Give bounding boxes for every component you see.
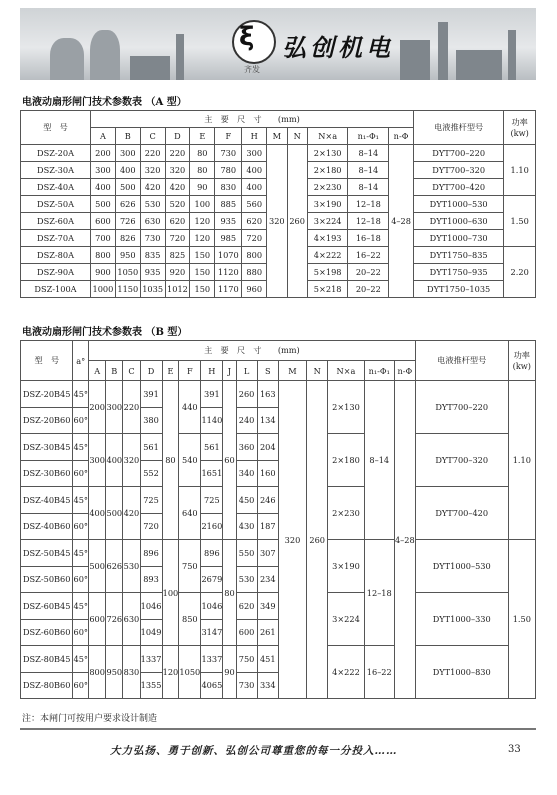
angle-cell: 45° bbox=[73, 381, 89, 408]
h-cell: 896 bbox=[201, 540, 223, 567]
angle-cell: 60° bbox=[73, 407, 89, 434]
actuator-cell: DYT1000–530 bbox=[413, 196, 503, 213]
l-cell: 430 bbox=[236, 513, 257, 540]
cell: 90 bbox=[190, 179, 215, 196]
table-row bbox=[21, 381, 536, 408]
j-cell: 60 bbox=[223, 381, 236, 540]
cell: 400 bbox=[242, 162, 267, 179]
cell: 1000 bbox=[91, 281, 116, 298]
footnote: 注：本闸门可按用户要求设计制造 bbox=[22, 714, 158, 724]
n1phi1-cell: 8–14 bbox=[348, 162, 389, 179]
n1phi1-cell: 8–14 bbox=[348, 145, 389, 162]
n1phi1-cell: 16–18 bbox=[348, 230, 389, 247]
power-cell: 1.10 bbox=[504, 145, 536, 196]
power-cell: 2.20 bbox=[504, 247, 536, 298]
actuator-cell: DYT1000–530 bbox=[415, 540, 508, 593]
nxa-cell: 2×180 bbox=[307, 162, 348, 179]
col-header: H bbox=[201, 361, 223, 381]
cell: 500 bbox=[106, 487, 123, 540]
model-cell: DSZ-20B45 bbox=[21, 381, 73, 408]
cell: 726 bbox=[106, 593, 123, 646]
d-cell: 896 bbox=[140, 540, 162, 567]
col-header: D bbox=[165, 128, 190, 145]
cell: 500 bbox=[89, 540, 106, 593]
model-cell: DSZ-50B60 bbox=[21, 566, 73, 593]
cell: 530 bbox=[123, 540, 140, 593]
actuator-cell: DYT700–420 bbox=[415, 487, 508, 540]
h-cell: 2160 bbox=[201, 513, 223, 540]
actuator-cell: DYT700–320 bbox=[413, 162, 503, 179]
col-header: C bbox=[123, 361, 140, 381]
model-cell: DSZ-80A bbox=[21, 247, 91, 264]
d-cell: 391 bbox=[140, 381, 162, 408]
nxa-cell: 4×222 bbox=[307, 247, 348, 264]
l-cell: 450 bbox=[236, 487, 257, 514]
n1phi1-cell: 8–14 bbox=[364, 381, 394, 540]
nxa-cell: 2×230 bbox=[328, 487, 364, 540]
col-header: E bbox=[162, 361, 179, 381]
h-cell: 725 bbox=[201, 487, 223, 514]
cell: 885 bbox=[215, 196, 242, 213]
header-model: 型 号 bbox=[21, 111, 91, 145]
col-header: n₁-Φ₁ bbox=[364, 361, 394, 381]
l-cell: 550 bbox=[236, 540, 257, 567]
cell: 825 bbox=[165, 247, 190, 264]
model-cell: DSZ-40A bbox=[21, 179, 91, 196]
cell: 200 bbox=[89, 381, 106, 434]
cell: 630 bbox=[123, 593, 140, 646]
f-cell: 1050 bbox=[179, 646, 201, 699]
h-cell: 3147 bbox=[201, 619, 223, 646]
n1phi1-cell: 12–18 bbox=[364, 540, 394, 646]
f-cell: 750 bbox=[179, 540, 201, 593]
nxa-cell: 3×190 bbox=[307, 196, 348, 213]
actuator-cell: DYT700–420 bbox=[413, 179, 503, 196]
angle-cell: 60° bbox=[73, 566, 89, 593]
cell: 830 bbox=[215, 179, 242, 196]
f-cell: 540 bbox=[179, 434, 201, 487]
nphi-cell: 4–28 bbox=[394, 381, 415, 699]
model-cell: DSZ-50A bbox=[21, 196, 91, 213]
nxa-cell: 3×190 bbox=[328, 540, 364, 593]
cell: 920 bbox=[165, 264, 190, 281]
power-cell: 1.50 bbox=[508, 540, 535, 699]
angle-cell: 45° bbox=[73, 593, 89, 620]
f-cell: 850 bbox=[179, 593, 201, 646]
cell: 220 bbox=[123, 381, 140, 434]
d-cell: 720 bbox=[140, 513, 162, 540]
cell: 400 bbox=[242, 179, 267, 196]
col-header: F bbox=[179, 361, 201, 381]
table-a-title: 电液动扇形闸门技术参数表 （A 型） bbox=[22, 97, 187, 108]
col-header: N bbox=[307, 361, 328, 381]
h-cell: 1046 bbox=[201, 593, 223, 620]
header-dims: 主 要 尺 寸 (mm) bbox=[89, 341, 416, 361]
actuator-cell: DYT700–220 bbox=[413, 145, 503, 162]
f-cell: 440 bbox=[179, 381, 201, 434]
cell: 830 bbox=[123, 646, 140, 699]
m-cell: 320 bbox=[267, 145, 287, 298]
cell: 935 bbox=[140, 264, 165, 281]
table-row bbox=[21, 145, 536, 162]
actuator-cell: DYT1750–835 bbox=[413, 247, 503, 264]
d-cell: 552 bbox=[140, 460, 162, 487]
logo-sub: 齐发 bbox=[244, 65, 260, 74]
n1phi1-cell: 16–22 bbox=[364, 646, 394, 699]
s-cell: 234 bbox=[257, 566, 278, 593]
header-actuator: 电液推杆型号 bbox=[413, 111, 503, 145]
table-row bbox=[21, 540, 536, 567]
s-cell: 451 bbox=[257, 646, 278, 673]
cell: 1150 bbox=[115, 281, 140, 298]
col-header: n₁-Φ₁ bbox=[348, 128, 389, 145]
model-cell: DSZ-100A bbox=[21, 281, 91, 298]
page-number: 33 bbox=[508, 744, 521, 755]
cell: 320 bbox=[140, 162, 165, 179]
cell: 600 bbox=[91, 213, 116, 230]
table-row bbox=[21, 646, 536, 673]
l-cell: 240 bbox=[236, 407, 257, 434]
l-cell: 730 bbox=[236, 672, 257, 699]
s-cell: 349 bbox=[257, 593, 278, 620]
brand-name: 弘创机电 bbox=[282, 34, 394, 62]
n-cell: 260 bbox=[287, 145, 307, 298]
d-cell: 1049 bbox=[140, 619, 162, 646]
angle-cell: 60° bbox=[73, 513, 89, 540]
col-header: B bbox=[106, 361, 123, 381]
model-cell: DSZ-40B60 bbox=[21, 513, 73, 540]
cell: 985 bbox=[215, 230, 242, 247]
nxa-cell: 2×130 bbox=[307, 145, 348, 162]
angle-cell: 45° bbox=[73, 434, 89, 461]
nphi-cell: 4–28 bbox=[389, 145, 414, 298]
model-cell: DSZ-70A bbox=[21, 230, 91, 247]
s-cell: 134 bbox=[257, 407, 278, 434]
d-cell: 561 bbox=[140, 434, 162, 461]
h-cell: 1140 bbox=[201, 407, 223, 434]
cell: 220 bbox=[165, 145, 190, 162]
cell: 500 bbox=[115, 179, 140, 196]
cell: 780 bbox=[215, 162, 242, 179]
e-cell: 100 bbox=[162, 540, 179, 646]
cell: 826 bbox=[115, 230, 140, 247]
n1phi1-cell: 12–18 bbox=[348, 213, 389, 230]
table-b bbox=[20, 340, 536, 699]
col-header: C bbox=[140, 128, 165, 145]
j-cell: 80 bbox=[223, 540, 236, 646]
cell: 420 bbox=[123, 487, 140, 540]
header-actuator: 电液推杆型号 bbox=[415, 341, 508, 381]
cell: 835 bbox=[140, 247, 165, 264]
l-cell: 530 bbox=[236, 566, 257, 593]
nxa-cell: 3×224 bbox=[307, 213, 348, 230]
e-cell: 120 bbox=[162, 646, 179, 699]
col-header: n-Φ bbox=[389, 128, 414, 145]
n1phi1-cell: 20–22 bbox=[348, 281, 389, 298]
angle-cell: 45° bbox=[73, 646, 89, 673]
f-cell: 640 bbox=[179, 487, 201, 540]
cell: 150 bbox=[190, 264, 215, 281]
col-header: L bbox=[236, 361, 257, 381]
power-cell: 1.50 bbox=[504, 196, 536, 247]
col-header: H bbox=[242, 128, 267, 145]
actuator-cell: DYT1000–330 bbox=[415, 593, 508, 646]
l-cell: 620 bbox=[236, 593, 257, 620]
cell: 320 bbox=[165, 162, 190, 179]
header-banner bbox=[20, 8, 536, 80]
actuator-cell: DYT700–220 bbox=[415, 381, 508, 434]
model-cell: DSZ-80B60 bbox=[21, 672, 73, 699]
h-cell: 561 bbox=[201, 434, 223, 461]
cell: 620 bbox=[165, 213, 190, 230]
cell: 1012 bbox=[165, 281, 190, 298]
angle-cell: 60° bbox=[73, 619, 89, 646]
col-header: N×a bbox=[328, 361, 364, 381]
e-cell: 80 bbox=[162, 381, 179, 540]
j-cell: 90 bbox=[223, 646, 236, 699]
cell: 400 bbox=[115, 162, 140, 179]
angle-cell: 60° bbox=[73, 672, 89, 699]
cell: 220 bbox=[140, 145, 165, 162]
cell: 1170 bbox=[215, 281, 242, 298]
cell: 1120 bbox=[215, 264, 242, 281]
cell: 80 bbox=[190, 145, 215, 162]
actuator-cell: DYT1000–830 bbox=[415, 646, 508, 699]
model-cell: DSZ-60B60 bbox=[21, 619, 73, 646]
footer-rule bbox=[20, 728, 536, 730]
model-cell: DSZ-60A bbox=[21, 213, 91, 230]
n1phi1-cell: 20–22 bbox=[348, 264, 389, 281]
cell: 700 bbox=[91, 230, 116, 247]
angle-cell: 45° bbox=[73, 487, 89, 514]
cell: 1050 bbox=[115, 264, 140, 281]
s-cell: 160 bbox=[257, 460, 278, 487]
n1phi1-cell: 12–18 bbox=[348, 196, 389, 213]
col-header: F bbox=[215, 128, 242, 145]
cell: 150 bbox=[190, 281, 215, 298]
model-cell: DSZ-80B45 bbox=[21, 646, 73, 673]
header-power: 功率 (kw) bbox=[504, 111, 536, 145]
col-header: E bbox=[190, 128, 215, 145]
cell: 620 bbox=[242, 213, 267, 230]
nxa-cell: 2×230 bbox=[307, 179, 348, 196]
cell: 935 bbox=[215, 213, 242, 230]
cell: 800 bbox=[91, 247, 116, 264]
cell: 200 bbox=[91, 145, 116, 162]
col-header: N bbox=[287, 128, 307, 145]
cell: 1035 bbox=[140, 281, 165, 298]
cell: 960 bbox=[242, 281, 267, 298]
model-cell: DSZ-40B45 bbox=[21, 487, 73, 514]
table-row bbox=[21, 487, 536, 514]
d-cell: 1355 bbox=[140, 672, 162, 699]
s-cell: 246 bbox=[257, 487, 278, 514]
table-a bbox=[20, 110, 536, 298]
header-angle: a° bbox=[73, 341, 89, 381]
d-cell: 1046 bbox=[140, 593, 162, 620]
model-cell: DSZ-20B60 bbox=[21, 407, 73, 434]
cell: 300 bbox=[89, 434, 106, 487]
cell: 950 bbox=[115, 247, 140, 264]
col-header: J bbox=[223, 361, 236, 381]
cell: 100 bbox=[190, 196, 215, 213]
n1phi1-cell: 8–14 bbox=[348, 179, 389, 196]
nxa-cell: 2×130 bbox=[328, 381, 364, 434]
col-header: A bbox=[89, 361, 106, 381]
col-header: S bbox=[257, 361, 278, 381]
cell: 560 bbox=[242, 196, 267, 213]
s-cell: 307 bbox=[257, 540, 278, 567]
cell: 420 bbox=[140, 179, 165, 196]
cell: 420 bbox=[165, 179, 190, 196]
l-cell: 340 bbox=[236, 460, 257, 487]
cell: 320 bbox=[123, 434, 140, 487]
header-model: 型 号 bbox=[21, 341, 73, 381]
cell: 730 bbox=[140, 230, 165, 247]
d-cell: 725 bbox=[140, 487, 162, 514]
model-cell: DSZ-30B45 bbox=[21, 434, 73, 461]
m-cell: 320 bbox=[278, 381, 306, 699]
table-row bbox=[21, 593, 536, 620]
cell: 630 bbox=[140, 213, 165, 230]
table-row bbox=[21, 434, 536, 461]
nxa-cell: 5×218 bbox=[307, 281, 348, 298]
col-header: M bbox=[267, 128, 287, 145]
cell: 300 bbox=[115, 145, 140, 162]
l-cell: 360 bbox=[236, 434, 257, 461]
cell: 80 bbox=[190, 162, 215, 179]
cell: 880 bbox=[242, 264, 267, 281]
h-cell: 2679 bbox=[201, 566, 223, 593]
cell: 150 bbox=[190, 247, 215, 264]
s-cell: 163 bbox=[257, 381, 278, 408]
cell: 600 bbox=[89, 593, 106, 646]
l-cell: 600 bbox=[236, 619, 257, 646]
cell: 530 bbox=[140, 196, 165, 213]
cell: 726 bbox=[115, 213, 140, 230]
l-cell: 260 bbox=[236, 381, 257, 408]
nxa-cell: 2×180 bbox=[328, 434, 364, 487]
header-dims: 主 要 尺 寸 (mm) bbox=[91, 111, 414, 128]
nxa-cell: 4×222 bbox=[328, 646, 364, 699]
cell: 120 bbox=[190, 230, 215, 247]
d-cell: 380 bbox=[140, 407, 162, 434]
actuator-cell: DYT700–320 bbox=[415, 434, 508, 487]
h-cell: 391 bbox=[201, 381, 223, 408]
power-cell: 1.10 bbox=[508, 381, 535, 540]
cell: 520 bbox=[165, 196, 190, 213]
d-cell: 1337 bbox=[140, 646, 162, 673]
n-cell: 260 bbox=[307, 381, 328, 699]
angle-cell: 60° bbox=[73, 460, 89, 487]
cell: 500 bbox=[91, 196, 116, 213]
nxa-cell: 4×193 bbox=[307, 230, 348, 247]
model-cell: DSZ-50B45 bbox=[21, 540, 73, 567]
cell: 300 bbox=[91, 162, 116, 179]
cell: 900 bbox=[91, 264, 116, 281]
h-cell: 1337 bbox=[201, 646, 223, 673]
cell: 400 bbox=[91, 179, 116, 196]
col-header: N×a bbox=[307, 128, 348, 145]
cell: 626 bbox=[115, 196, 140, 213]
h-cell: 1651 bbox=[201, 460, 223, 487]
header-power: 功率 (kw) bbox=[508, 341, 535, 381]
cell: 720 bbox=[165, 230, 190, 247]
model-cell: DSZ-90A bbox=[21, 264, 91, 281]
l-cell: 750 bbox=[236, 646, 257, 673]
actuator-cell: DYT1000–730 bbox=[413, 230, 503, 247]
nxa-cell: 5×198 bbox=[307, 264, 348, 281]
h-cell: 4065 bbox=[201, 672, 223, 699]
model-cell: DSZ-30B60 bbox=[21, 460, 73, 487]
s-cell: 187 bbox=[257, 513, 278, 540]
nxa-cell: 3×224 bbox=[328, 593, 364, 646]
s-cell: 204 bbox=[257, 434, 278, 461]
n1phi1-cell: 16–22 bbox=[348, 247, 389, 264]
cell: 300 bbox=[242, 145, 267, 162]
footer-slogan: 大力弘扬、勇于创新、弘创公司尊重您的每一分投入…… bbox=[110, 745, 398, 757]
table-b-title: 电液动扇形闸门技术参数表 （B 型） bbox=[22, 327, 188, 338]
cell: 730 bbox=[215, 145, 242, 162]
logo-mark: ξ bbox=[239, 22, 255, 52]
cell: 400 bbox=[106, 434, 123, 487]
cell: 400 bbox=[89, 487, 106, 540]
actuator-cell: DYT1750–1035 bbox=[413, 281, 503, 298]
cell: 800 bbox=[242, 247, 267, 264]
col-header: D bbox=[140, 361, 162, 381]
col-header: n-Φ bbox=[394, 361, 415, 381]
cell: 300 bbox=[106, 381, 123, 434]
cell: 800 bbox=[89, 646, 106, 699]
cell: 626 bbox=[106, 540, 123, 593]
s-cell: 334 bbox=[257, 672, 278, 699]
angle-cell: 45° bbox=[73, 540, 89, 567]
col-header: B bbox=[115, 128, 140, 145]
cell: 720 bbox=[242, 230, 267, 247]
model-cell: DSZ-30A bbox=[21, 162, 91, 179]
d-cell: 893 bbox=[140, 566, 162, 593]
cell: 950 bbox=[106, 646, 123, 699]
model-cell: DSZ-20A bbox=[21, 145, 91, 162]
model-cell: DSZ-60B45 bbox=[21, 593, 73, 620]
actuator-cell: DYT1750–935 bbox=[413, 264, 503, 281]
col-header: M bbox=[278, 361, 306, 381]
cell: 1070 bbox=[215, 247, 242, 264]
cell: 120 bbox=[190, 213, 215, 230]
s-cell: 261 bbox=[257, 619, 278, 646]
actuator-cell: DYT1000–630 bbox=[413, 213, 503, 230]
col-header: A bbox=[91, 128, 116, 145]
